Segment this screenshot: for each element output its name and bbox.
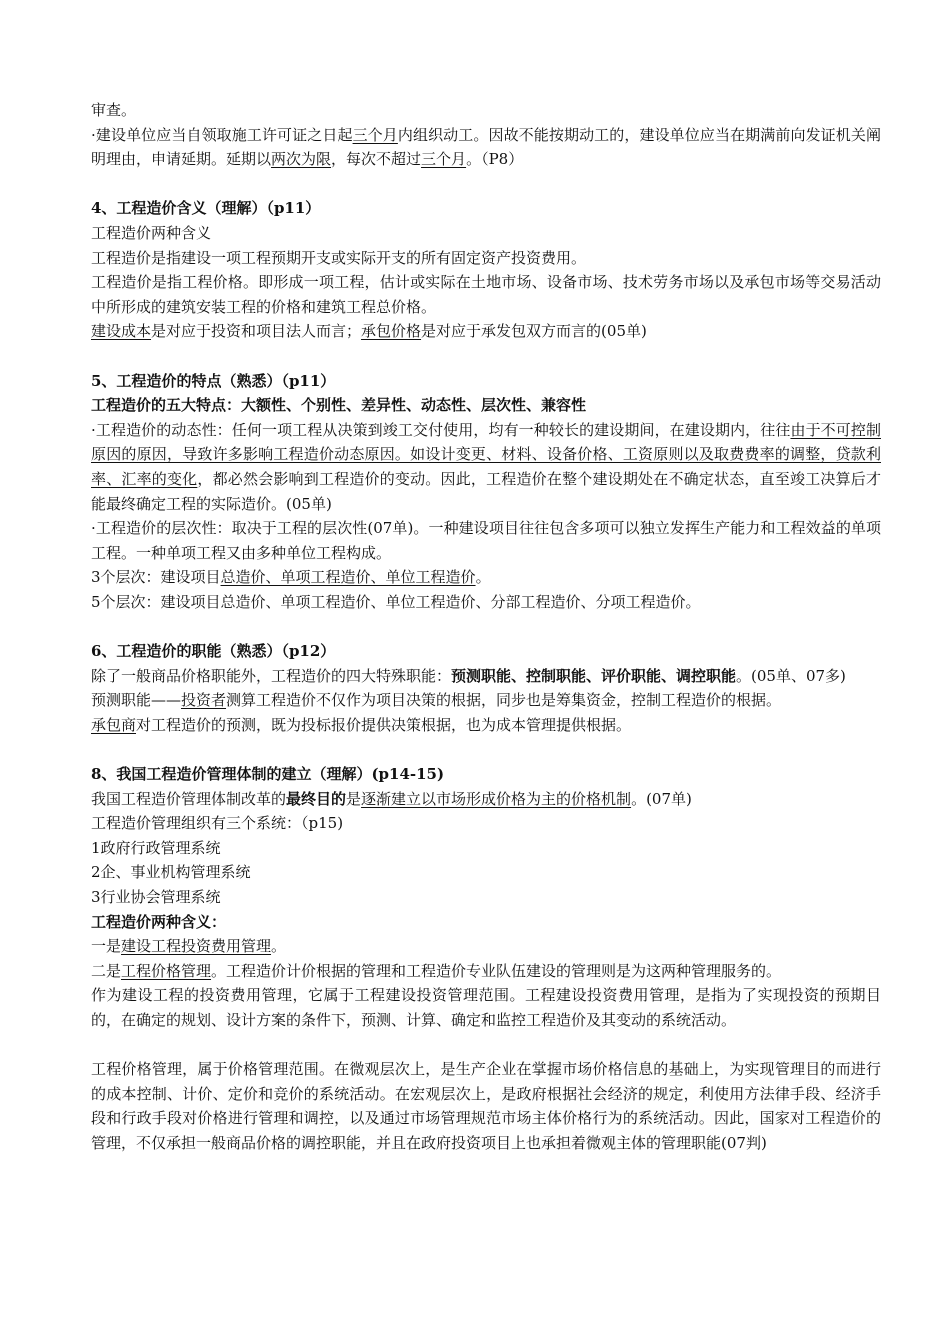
paragraph [91,664,881,689]
text: ·建设单位应当自领取施工许可证之日起 [91,125,353,144]
section-heading: 4、工程造价含义（理解）（p11） [91,199,321,218]
text: 。 [475,568,491,587]
text: 除了一般商品价格职能外，工程造价的四大特殊职能： [91,666,452,685]
text: 测算工程造价不仅作为项目决策的根据，同步也是筹集资金，控制工程造价的根据。 [226,691,782,710]
list-item: 1政府行政管理系统 [91,838,221,857]
paragraph [91,688,881,713]
text: 3个层次：建设项目 [91,568,221,587]
text: 是对应于承发包双方而言的(05单) [421,322,647,341]
text: ，每次不超过 [331,150,422,169]
subheading: 工程造价的五大特点：大额性、个别性、差异性、动态性、层次性、兼容性 [91,396,587,415]
paragraph [91,787,881,812]
text: 对工程造价的预测，既为投标报价提供决策根据，也为成本管理提供根据。 [136,715,632,734]
underlined-text: 建设成本 [91,322,152,341]
paragraph [91,934,881,959]
paragraph: 工程价格管理，属于价格管理范围。在微观层次上，是生产企业在掌握市场价格信息的基础上，为实现管理目的而进行的成本控制、计价、定价和竞价的系统活动。在宏观层次上，是政府根据社会经济的规定，利使用方法律手段、经济手段和行政手段对价格进行管理和调控，以及通过市场管理规范市场主体价格行为的系统活动。因此，国家对工程造价的管理，不仅承担一般商品价格的调控职能，并且在政府投资项目上也承担着微观主体的管理职能(07判) [91,1060,881,1152]
section-heading: 5、工程造价的特点（熟悉）（p11） [91,371,336,390]
paragraph: 作为建设工程的投资费用管理，它属于工程建设投资管理范围。工程建设投资费用管理，是指为了实现投资的预期目的，在确定的规划、设计方案的条件下，预测、计算、确定和监控工程造价及其变动的系统活动。 [91,986,881,1029]
paragraph [91,123,881,172]
underlined-text: 承包商 [91,715,137,734]
paragraph [91,959,881,984]
list-item: 2企、事业机构管理系统 [91,863,251,882]
underlined-text: 三个月 [421,150,467,169]
text: 是对应于投资和项目法人而言； [151,322,362,341]
list-item: 3行业协会管理系统 [91,888,221,906]
paragraph: 5个层次：建设项目总造价、单项工程造价、单位工程造价、分部工程造价、分项工程造价。 [91,592,701,611]
paragraph [91,98,881,123]
text: 二是 [91,961,122,980]
underlined-text: 总造价、单项工程造价、单位工程造价 [220,568,476,587]
underlined-text: 承包价格 [361,322,422,341]
text: 。(07单) [631,789,692,808]
bold-text: 预测职能、控制职能、评价职能、调控职能 [451,666,737,685]
underlined-text: 三个月 [352,125,398,144]
text: 前向发证机关阐明理由，申请延期。延期以 [91,125,881,169]
paragraph [91,319,881,344]
paragraph: ·工程造价的层次性：取决于工程的层次性(07单)。一种建设项目往往包含多项可以独立发挥生产能力和工程效益的单项工程。一种单项工程又由多种单位工程构成。 [91,519,881,562]
section-heading: 6、工程造价的职能（熟悉）（p12） [91,642,336,661]
underlined-text: 工程价格管理 [121,961,212,980]
underlined-text: 投资者 [181,691,227,710]
subheading: 工程造价两种含义： [91,912,227,931]
text: 一是 [91,937,122,956]
text: 是 [346,789,362,808]
text: 。(05单、07多) [736,666,846,685]
paragraph [91,418,881,516]
bold-text: 最终目的 [286,789,347,808]
text: ，都必然会影响到工程造价的变动。因此，工程造价在整个建设期处在不确定状态，直至竣工决算后才能最终确定工程的实际造价。(05单) [91,469,881,513]
paragraph: 工程造价两种含义 [91,223,212,242]
text: 审查。 [91,101,137,119]
text: ·工程造价的动态性：任何一项工程从决策到竣工交付使用，均有一种较长的建设期间，在建设期内，往往 [91,420,791,439]
document-body [91,98,881,1156]
text: 。（P8） [466,150,524,169]
text: 。工程造价计价根据的管理和工程造价专业队伍建设的管理则是为这两种管理服务的。 [211,961,782,980]
paragraph: 工程造价管理组织有三个系统：（p15) [91,814,344,833]
underlined-text: 逐渐建立以市场形成价格为主的价格机制 [361,789,632,808]
underlined-text: 建设工程投资费用管理 [121,937,272,956]
text: 我国工程造价管理体制改革的 [91,789,287,808]
paragraph [91,713,881,738]
underlined-text: 由于不可控制原因的原因，导致许多影响工程造价动态原因。如设计变更、材料、设备价格、工资原则以及取费费率的调整，贷款利率、汇率的变化 [91,420,881,488]
underlined-text: 两次为限 [271,150,332,169]
paragraph: 工程造价是指建设一项工程预期开支或实际开支的所有固定资产投资费用。 [91,248,587,267]
text: 内组织动工。因故不能按期动工的，建设单位应当在期满 [397,125,776,144]
text: 预测职能—— [91,691,182,710]
paragraph [91,565,881,590]
paragraph: 工程造价是指工程价格。即形成一项工程，估计或实际在土地市场、设备市场、技术劳务市场以及承包市场等交易活动中所形成的建筑安装工程的价格和建筑工程总价格。 [91,273,881,316]
section-heading: 8、我国工程造价管理体制的建立（理解）(p14-15) [91,765,445,784]
text: 。 [271,937,287,956]
